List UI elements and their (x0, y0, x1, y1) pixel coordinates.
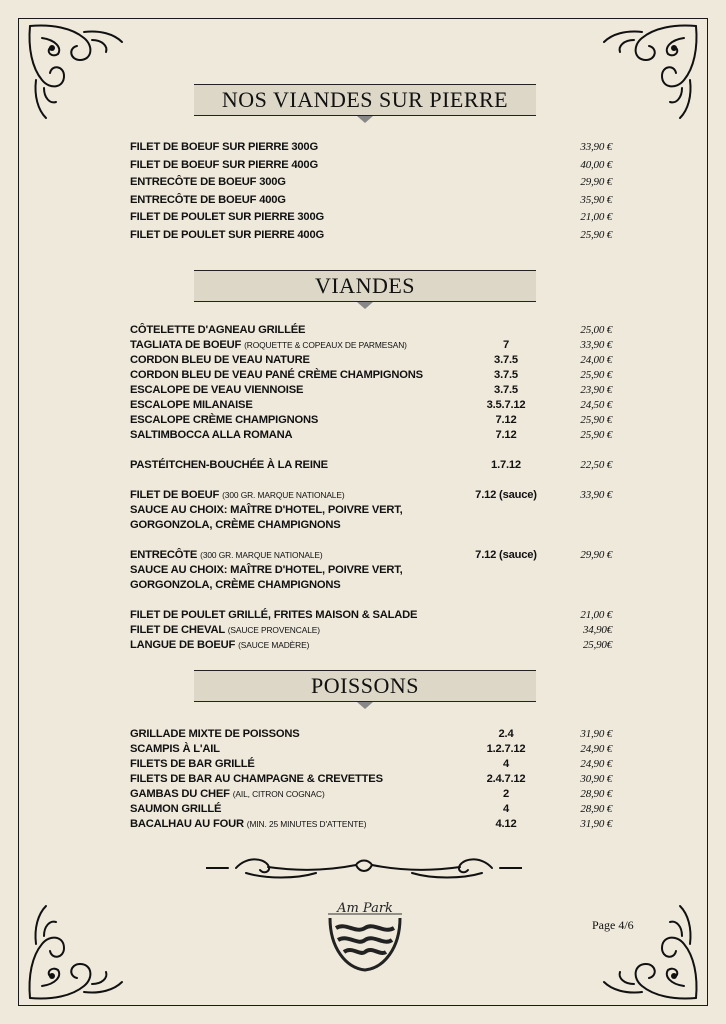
menu-item: ENTRECÔTE DE BOEUF 400G 35,90 € (130, 193, 612, 206)
menu-item: FILET DE BOEUF SUR PIERRE 300G 33,90 € (130, 141, 612, 153)
menu-list-viandes (130, 324, 612, 654)
menu-item: ENTRECÔTE (300 GR. MARQUE NATIONALE) 7.12 (sauce) 29,90 € (130, 549, 612, 561)
menu-item: ESCALOPE MILANAISE 3.5.7.12 24,50 € (130, 399, 612, 411)
menu-item: GAMBAS DU CHEF (AIL, CITRON COGNAC) 2 28,90 € (130, 788, 612, 800)
menu-item-detail: GORGONZOLA, CRÈME CHAMPIGNONS (130, 579, 341, 591)
menu-item: TAGLIATA DE BOEUF (ROQUETTE & COPEAUX DE PARMESAN) 7 33,90 € (130, 339, 612, 351)
menu-item: GRILLADE MIXTE DE POISSONS 2.4 31,90 € (130, 728, 612, 740)
menu-item: CÔTELETTE D'AGNEAU GRILLÉE 25,00 € (130, 324, 612, 336)
menu-item: CORDON BLEU DE VEAU NATURE 3.7.5 24,00 € (130, 354, 612, 366)
section-title: VIANDES (314, 273, 416, 298)
section-header-poissons (194, 670, 536, 702)
logo-text: Am Park (337, 901, 393, 916)
section-header-viandes (194, 270, 536, 302)
section-title: POISSONS (311, 673, 419, 698)
menu-item: FILET DE BOEUF SUR PIERRE 400G 40,00 € (130, 158, 612, 171)
menu-item: PASTÉITCHEN-BOUCHÉE À LA REINE 1.7.12 22,50 € (130, 459, 612, 471)
menu-list-poissons (130, 728, 612, 833)
corner-ornament-top-right (584, 18, 704, 138)
restaurant-logo (322, 888, 408, 974)
menu-item: FILET DE POULET GRILLÉ, FRITES MAISON & SALADE 21,00 € (130, 609, 612, 621)
menu-item: FILET DE CHEVAL (SAUCE PROVENCALE) 34,90€ (130, 624, 612, 636)
menu-item: FILET DE POULET SUR PIERRE 400G 25,90 € (130, 228, 612, 241)
menu-item: LANGUE DE BOEUF (SAUCE MADÈRE) 25,90€ (130, 639, 612, 651)
menu-list-viandes-sur-pierre (130, 141, 612, 246)
menu-item: BACALHAU AU FOUR (MIN. 25 MINUTES D'ATTENTE) 4.12 31,90 € (130, 818, 612, 830)
section-pointer-icon (357, 116, 373, 123)
menu-item: FILETS DE BAR GRILLÉ 4 24,90 € (130, 758, 612, 770)
menu-item: SCAMPIS À L'AIL 1.2.7.12 24,90 € (130, 743, 612, 755)
menu-item-detail: SAUCE AU CHOIX: MAÎTRE D'HOTEL, POIVRE VERT, (130, 564, 403, 576)
menu-item: SALTIMBOCCA ALLA ROMANA 7.12 25,90 € (130, 429, 612, 441)
menu-item: CORDON BLEU DE VEAU PANÉ CRÈME CHAMPIGNONS 3.7.5 25,90 € (130, 369, 612, 381)
menu-item: ESCALOPE CRÈME CHAMPIGNONS 7.12 25,90 € (130, 414, 612, 426)
menu-item: FILET DE POULET SUR PIERRE 300G 21,00 € (130, 211, 612, 223)
corner-ornament-bottom-right (584, 886, 704, 1006)
section-header-viandes-sur-pierre (194, 84, 536, 116)
menu-item: ENTRECÔTE DE BOEUF 300G 29,90 € (130, 176, 612, 188)
menu-item: SAUMON GRILLÉ 4 28,90 € (130, 803, 612, 815)
menu-item-detail: GORGONZOLA, CRÈME CHAMPIGNONS (130, 519, 341, 531)
menu-item: FILETS DE BAR AU CHAMPAGNE & CREVETTES 2.4.7.12 30,90 € (130, 773, 612, 785)
corner-ornament-top-left (22, 18, 142, 138)
page-number: Page 4/6 (592, 918, 634, 932)
section-pointer-icon (357, 702, 373, 709)
menu-item-detail: SAUCE AU CHOIX: MAÎTRE D'HOTEL, POIVRE VERT, (130, 504, 403, 516)
divider-ornament (206, 853, 522, 883)
section-pointer-icon (357, 302, 373, 309)
menu-item: ESCALOPE DE VEAU VIENNOISE 3.7.5 23,90 € (130, 384, 612, 396)
section-title: NOS VIANDES SUR PIERRE (221, 87, 509, 112)
menu-item: FILET DE BOEUF (300 GR. MARQUE NATIONALE) 7.12 (sauce) 33,90 € (130, 489, 612, 501)
corner-ornament-bottom-left (22, 886, 142, 1006)
